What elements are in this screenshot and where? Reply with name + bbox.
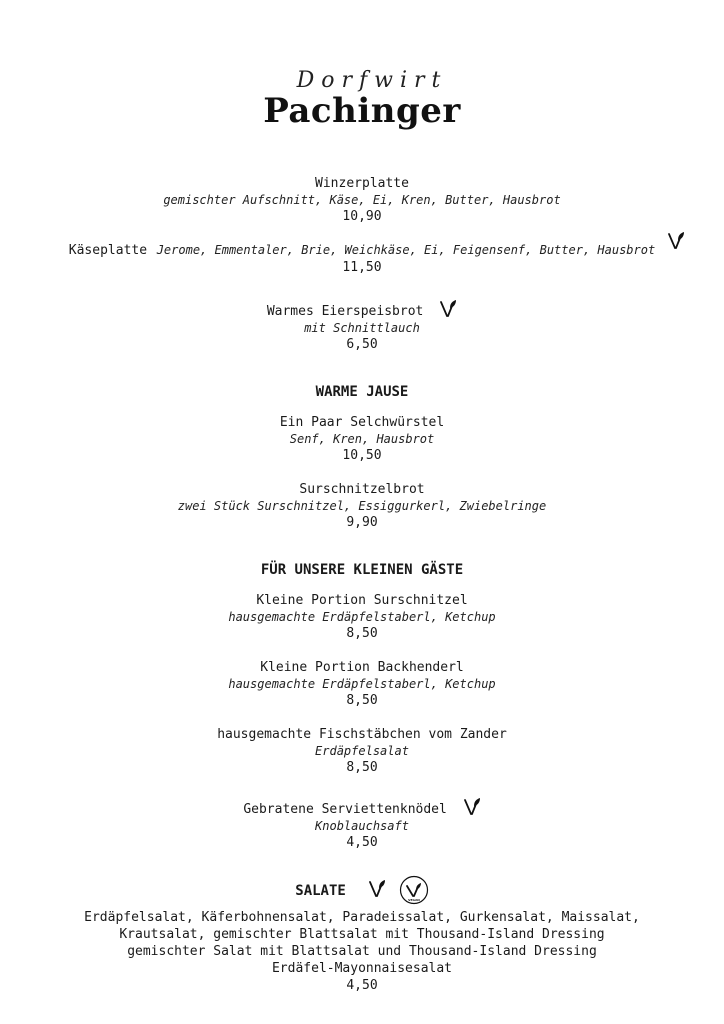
restaurant-logo <box>0 70 724 130</box>
item-name <box>243 796 480 818</box>
item-description: Erdäpfelsalat <box>315 744 409 758</box>
item-name: Winzerplatte <box>315 176 409 191</box>
item-description: mit Schnittlauch <box>304 321 420 335</box>
item-price: 9,90 <box>346 515 378 530</box>
item-price: 8,50 <box>346 693 378 708</box>
item-description: Knoblauchsaft <box>315 819 409 833</box>
item-price: 10,50 <box>342 448 382 463</box>
menu-item-eierspeisbrot <box>0 298 724 353</box>
item-description: hausgemachte Erdäpfelstaberl, Ketchup <box>228 610 496 624</box>
menu-item-kleine-backhenderl <box>0 656 724 709</box>
menu-item-kleine-surschnitzel <box>0 589 724 642</box>
item-price: 8,50 <box>346 760 378 775</box>
item-price: 6,50 <box>346 337 378 352</box>
logo-main-text: Pachinger <box>263 91 461 131</box>
salad-line: Erdäfel-Mayonnaisesalat <box>271 961 452 976</box>
item-name: Käseplatte <box>68 243 148 258</box>
section-title-salate <box>295 875 428 905</box>
item-name: Kleine Portion Backhenderl <box>260 660 464 675</box>
item-description: gemischter Aufschnitt, Käse, Ei, Kren, Butter, Hausbrot <box>163 193 561 207</box>
menu-item-kaeseplatte <box>0 239 724 276</box>
menu-body <box>0 172 724 1008</box>
section-title-text: SALATE <box>295 883 346 899</box>
vegan-badge-icon <box>399 875 429 905</box>
menu-item-selchwuerstel <box>0 411 724 464</box>
menu-item-surschnitzelbrot <box>0 478 724 531</box>
salad-line: Krautsalat, gemischter Blattsalat mit Thousand-Island Dressing <box>119 927 605 942</box>
item-description: zwei Stück Surschnitzel, Essiggurkerl, Zwiebelringe <box>177 499 547 513</box>
item-description-text: Jerome, Emmentaler, Brie, Weichkäse, Ei, Feigensenf, Butter, Hausbrot <box>156 243 656 257</box>
item-name: hausgemachte Fischstäbchen vom Zander <box>217 727 507 742</box>
salad-line: Erdäpfelsalat, Käferbohnensalat, Paradeissalat, Gurkensalat, Maissalat, <box>84 910 640 925</box>
item-price: 4,50 <box>346 835 378 850</box>
item-price: 8,50 <box>346 626 378 641</box>
section-title-kleine-gaeste: FÜR UNSERE KLEINEN GÄSTE <box>260 562 464 578</box>
item-name: Ein Paar Selchwürstel <box>279 415 445 430</box>
item-price: 11,50 <box>342 260 382 275</box>
logo-script-text: Dorfwirt <box>296 68 448 93</box>
item-description <box>157 242 656 258</box>
section-title-warme-jause: WARME JAUSE <box>315 384 409 400</box>
item-description: hausgemachte Erdäpfelstaberl, Ketchup <box>228 677 496 691</box>
menu-item-serviettenknoedel <box>0 796 724 851</box>
vegetarian-leaf-icon <box>667 230 685 250</box>
vegetarian-leaf-icon <box>439 298 457 318</box>
vegetarian-leaf-icon <box>368 878 386 898</box>
item-price: 10,90 <box>342 209 382 224</box>
item-name <box>267 298 457 320</box>
item-name-text: Gebratene Serviettenknödel <box>243 802 447 817</box>
menu-item-salate <box>0 909 724 994</box>
salad-line: gemischter Salat mit Blattsalat und Thousand-Island Dressing <box>127 944 597 959</box>
menu-item-fischstaebchen <box>0 723 724 776</box>
menu-item-winzerplatte <box>0 172 724 225</box>
item-name: Surschnitzelbrot <box>299 482 425 497</box>
svg-text:VEGAN: VEGAN <box>407 898 420 902</box>
item-name-text: Warmes Eierspeisbrot <box>266 304 424 319</box>
item-description: Senf, Kren, Hausbrot <box>289 432 435 446</box>
item-name: Kleine Portion Surschnitzel <box>256 593 468 608</box>
item-price: 4,50 <box>346 978 378 993</box>
vegetarian-leaf-icon <box>463 796 481 816</box>
